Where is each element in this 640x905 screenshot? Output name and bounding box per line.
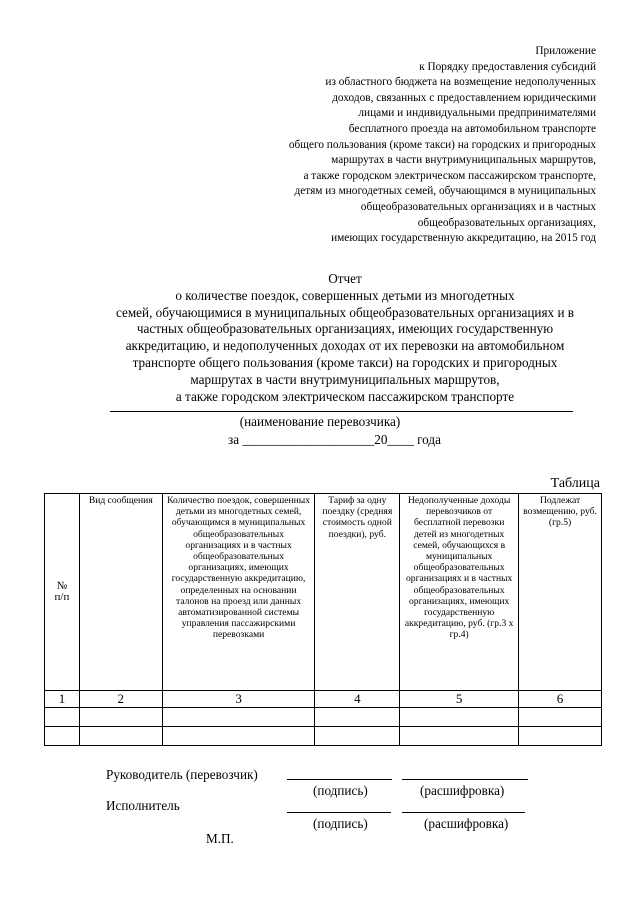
- column-number: 6: [519, 691, 602, 708]
- table-cell: [400, 708, 519, 727]
- report-subtitle-line: частных общеобразовательных организациях, имеющих государственную: [136, 321, 554, 337]
- appendix-line: маршрутах в части внутримуниципальных маршрутов,: [331, 154, 596, 167]
- table-cell: [45, 727, 80, 746]
- report-subtitle-line: транспорте общего пользования (кроме такси) на городских и пригородных: [132, 354, 558, 370]
- appendix-line: детям из многодетных семей, обучающимся в муниципальных: [294, 185, 596, 198]
- header-number-text: № п/п: [54, 579, 70, 603]
- report-period-line: за ____________________20____ года: [228, 432, 441, 447]
- table-cell: [315, 727, 400, 746]
- executor-label: Исполнитель: [106, 798, 180, 813]
- executor-decoding-caption: (расшифровка): [424, 816, 509, 831]
- head-label: Руководитель (перевозчик): [106, 767, 258, 782]
- table-cell: [45, 708, 80, 727]
- table-header-row: [45, 494, 602, 691]
- appendix-line: из областного бюджета на возмещение недополученных: [325, 76, 596, 89]
- report-table: [44, 493, 602, 746]
- table-cell: [400, 727, 519, 746]
- header-trip-count: Количество поездок, совершенных детьми из многодетных семей, обучающимся в муниципальных общеобразовательных организациях и в частных общеобразовательных организациях, имеющих государственную аккредитацию, определенных на основании талонов на проезд или данных автоматизированной системы управления пассажирскими перевозками: [162, 494, 315, 691]
- table-label: Таблица: [550, 476, 600, 491]
- report-title: Отчет: [328, 271, 362, 286]
- report-subtitle-line: маршрутах в части внутримуниципальных маршрутов,: [190, 371, 500, 387]
- appendix-line: к Порядку предоставления субсидий: [419, 60, 596, 73]
- report-subtitle-line: аккредитацию, и недополученных доходах от их перевозки на автомобильном: [125, 338, 565, 354]
- head-decoding-caption: (расшифровка): [420, 783, 505, 798]
- report-subtitle-line: семей, обучающимися в муниципальных общеобразовательных организациях и в: [115, 304, 575, 320]
- column-number: 2: [79, 691, 162, 708]
- table-row: [45, 708, 602, 727]
- appendix-line: имеющих государственную аккредитацию, на 2015 год: [331, 232, 596, 245]
- head-signature-line: [287, 779, 392, 780]
- column-number: 5: [400, 691, 519, 708]
- stamp-place: М.П.: [206, 831, 234, 846]
- column-number: 1: [45, 691, 80, 708]
- column-number: 4: [315, 691, 400, 708]
- table-cell: [519, 708, 602, 727]
- appendix-line: бесплатного проезда на автомобильном транспорте: [348, 122, 596, 135]
- head-decoding-line: [402, 779, 528, 780]
- executor-signature-caption: (подпись): [313, 816, 368, 831]
- executor-signature-line: [287, 812, 391, 813]
- carrier-name-line: [110, 411, 573, 412]
- header-reimbursement: Подлежат возмещению, руб. (гр.5): [519, 494, 602, 691]
- report-heading: [40, 271, 640, 405]
- header-tariff: Тариф за одну поездку (средняя стоимость одной поездки), руб.: [315, 494, 400, 691]
- appendix-line: а также городском электрическом пассажирском транспорте,: [303, 169, 596, 182]
- appendix-line: общего пользования (кроме такси) на городских и пригородных: [288, 138, 596, 151]
- table-cell: [79, 727, 162, 746]
- executor-decoding-line: [402, 812, 525, 813]
- table-cell: [79, 708, 162, 727]
- appendix-line: доходов, связанных с предоставлением юридическими: [332, 91, 596, 104]
- report-subtitle-line: о количестве поездок, совершенных детьми из многодетных: [175, 287, 515, 303]
- appendix-line: лицами и индивидуальными предпринимателями: [358, 107, 596, 120]
- appendix-line: общеобразовательных организациях,: [417, 216, 596, 229]
- table-cell: [162, 708, 315, 727]
- header-number: [45, 494, 80, 691]
- table-cell: [162, 727, 315, 746]
- header-message-type: Вид сообщения: [79, 494, 162, 691]
- head-signature-caption: (подпись): [313, 783, 368, 798]
- appendix-line: Приложение: [535, 45, 596, 57]
- report-subtitle-line: а также городском электрическом пассажирском транспорте: [175, 388, 515, 404]
- table-cell: [315, 708, 400, 727]
- table-cell: [519, 727, 602, 746]
- appendix-line: общеобразовательных организациях и в частных: [360, 200, 596, 213]
- column-number-row: [45, 691, 602, 708]
- table-row: [45, 727, 602, 746]
- appendix-block: [289, 44, 596, 247]
- header-lost-income: Недополученные доходы перевозчиков от бесплатной перевозки детей из многодетных семей, обучающихся в муниципальных общеобразовательных организациях и в частных общеобразовательных организациях, имеющих государственную аккредитацию, руб. (гр.3 х гр.4): [400, 494, 519, 691]
- column-number: 3: [162, 691, 315, 708]
- carrier-name-caption: (наименование перевозчика): [239, 414, 401, 429]
